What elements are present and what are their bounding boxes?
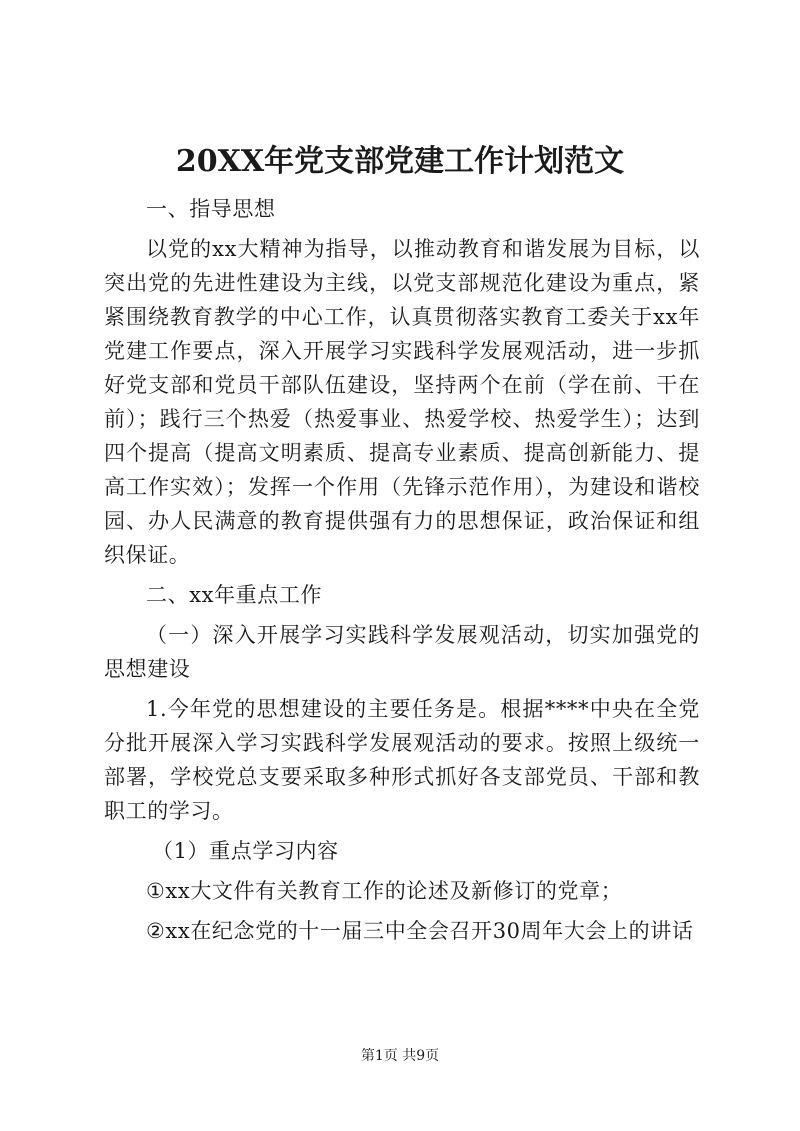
document-title: 20XX年党支部党建工作计划范文: [175, 144, 625, 179]
sub1-heading: （一）深入开展学习实践科学发展观活动，切实加强党的思想建设: [104, 623, 700, 681]
page-footer: 第1页 共9页: [360, 1048, 440, 1064]
study-heading: （1）重点学习内容: [152, 839, 339, 863]
section2-heading: 二、xx年重点工作: [146, 583, 323, 607]
item1-paragraph: 1.今年党的思想建设的主要任务是。根据****中央在全党分批开展深入学习实践科学发展观活动的要求。按照上级统一部署，学校党总支要采取多种形式抓好各支部党员、干部和教职工的学习。: [104, 697, 700, 823]
section1-paragraph: 以党的xx大精神为指导，以推动教育和谐发展为目标，以突出党的先进性建设为主线，以党支部规范化建设为重点，紧紧围绕教育教学的中心工作，认真贯彻落实教育工委关于xx年党建工作要点，深入开展学习实践科学发展观活动，进一步抓好党支部和党员干部队伍建设，坚持两个在前（学在前、干在前）；践行三个热爱（热爱事业、热爱学校、热爱学生）；达到四个提高（提高文明素质、提高专业素质、提高创新能力、提高工作实效）；发挥一个作用（先锋示范作用），为建设和谐校园、办人民满意的教育提供强有力的思想保证，政治保证和组织保证。: [104, 237, 700, 567]
study-item-1: ①xx大文件有关教育工作的论述及新修订的党章；: [146, 879, 623, 903]
section1-heading: 一、指导思想: [146, 197, 276, 221]
document-body: [104, 192, 700, 954]
study-item-2: ②xx在纪念党的十一届三中全会召开30周年大会上的讲话: [146, 919, 694, 943]
